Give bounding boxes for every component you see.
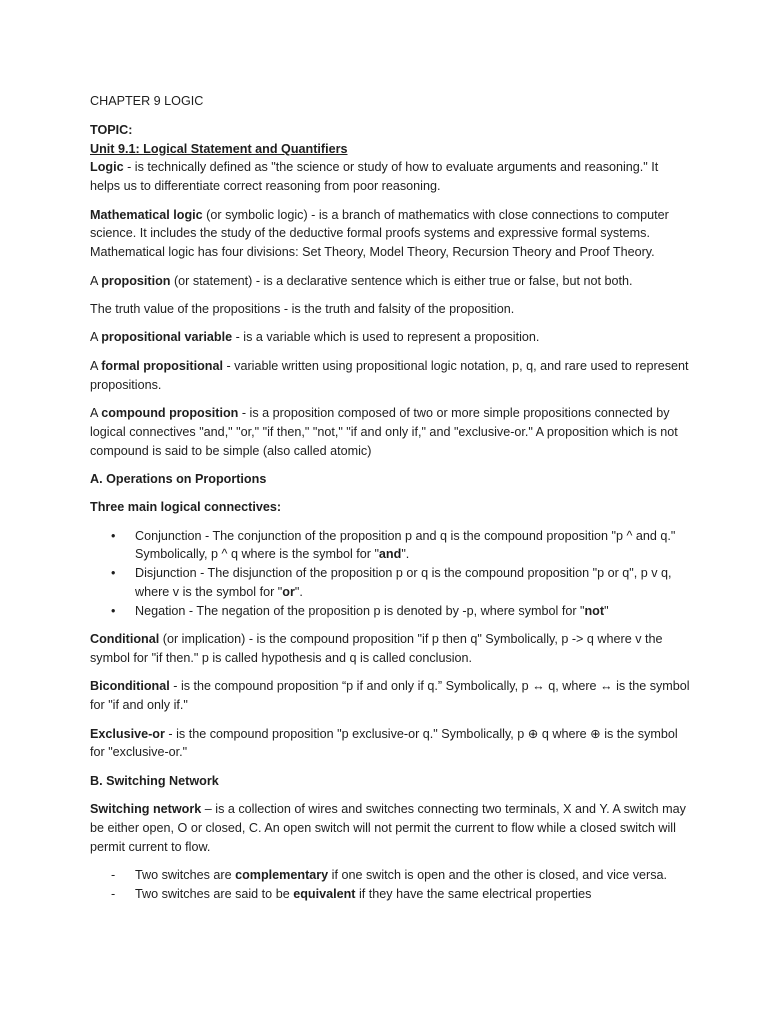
connectives-heading: Three main logical connectives:	[90, 500, 282, 515]
dash-icon: -	[111, 868, 116, 883]
list-item: - Two switches are said to be equivalent if they have the same electrical properties	[90, 885, 690, 904]
bullet-icon: •	[111, 566, 116, 581]
conditional-definition: Conditional (or implication) - is the compound proposition "if p then q" Symbolically, p -> q where v the symbol for "if then." p is called hypothesis and q is called conclusion.	[90, 632, 663, 666]
document-page	[90, 92, 690, 904]
compound-term: compound proposition	[101, 405, 239, 420]
prop-variable-definition: A propositional variable - is a variable which is used to represent a proposition.	[90, 330, 540, 345]
list-item: • Conjunction - The conjunction of the proposition p and q is the compound proposition "p ^ and q." Symbolically, p ^ q where is the symbol for "and".	[111, 528, 676, 562]
proposition-term: proposition	[101, 273, 171, 288]
switch-list	[90, 866, 690, 904]
unit-heading: Unit 9.1: Logical Statement and Quantifiers	[90, 141, 348, 156]
dash-icon: -	[111, 887, 116, 901]
exclusive-or-definition: Exclusive-or - is the compound proposition "p exclusive-or q." Symbolically, p ⊕ q where ⊕ is the symbol for "exclusive-or."	[90, 726, 678, 760]
bullet-icon: •	[111, 528, 116, 543]
logic-term: Logic	[90, 160, 124, 175]
conditional-term: Conditional	[90, 632, 160, 647]
math-logic-definition: Mathematical logic (or symbolic logic) - is a branch of mathematics with close connections to computer science. It includes the study of the deductive formal proofs systems and expressive formal systems. Mathematical logic has four divisions: Set Theory, Model Theory, Recursion Theory and Proof Theory.	[90, 207, 669, 260]
logic-definition: Logic - is technically defined as "the science or study of how to evaluate arguments and reasoning." It helps us to differentiate correct reasoning from poor reasoning.	[90, 160, 659, 194]
compound-definition: A compound proposition - is a proposition composed of two or more simple propositions connected by logical connectives "and," "or," "if then," "not," "if and only if," and "exclusive-or." A proposition which is not compound is said to be simple (also called atomic)	[90, 405, 678, 458]
switching-term: Switching network	[90, 802, 202, 817]
chapter-title: CHAPTER 9 LOGIC	[90, 94, 204, 108]
truth-value-definition: The truth value of the propositions - is the truth and falsity of the proposition.	[90, 301, 515, 316]
formal-prop-term: formal propositional	[101, 358, 223, 373]
list-item: • Disjunction - The disjunction of the proposition p or q is the compound proposition "p or q", p v q, where v is the symbol for "or".	[111, 566, 672, 600]
list-item: • Negation - The negation of the proposition p is denoted by -p, where symbol for "not"	[90, 602, 690, 621]
section-a-heading: A. Operations on Proportions	[90, 471, 267, 486]
prop-variable-term: propositional variable	[101, 330, 233, 345]
proposition-definition: A proposition (or statement) - is a declarative sentence which is either true or false, but not both.	[90, 273, 633, 288]
topic-label: TOPIC:	[90, 122, 133, 137]
math-logic-term: Mathematical logic	[90, 207, 203, 222]
exclusive-or-term: Exclusive-or	[90, 726, 165, 741]
switching-definition: Switching network – is a collection of wires and switches connecting two terminals, X and Y. A switch may be either open, O or closed, C. An open switch will not permit the current to flow while a closed switch will permit current to flow.	[90, 802, 686, 854]
biconditional-definition: Biconditional - is the compound proposition “p if and only if q.” Symbolically, p ↔ q, where ↔ is the symbol for "if and only if."	[90, 679, 690, 713]
biconditional-term: Biconditional	[90, 679, 170, 694]
bullet-icon: •	[111, 603, 116, 618]
list-item: - Two switches are complementary if one switch is open and the other is closed, and vice versa.	[90, 866, 690, 885]
section-b-heading: B. Switching Network	[90, 773, 219, 788]
connectives-list	[90, 527, 690, 621]
formal-prop-definition: A formal propositional - variable written using propositional logic notation, p, q, and rare used to represent propositions.	[90, 358, 689, 392]
